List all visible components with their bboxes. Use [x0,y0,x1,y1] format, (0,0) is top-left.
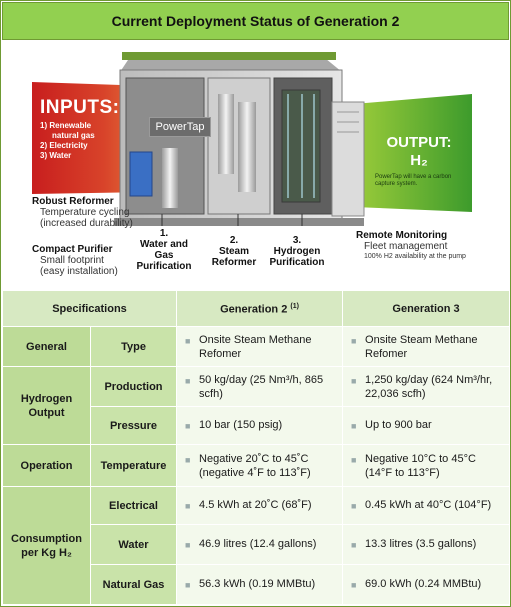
table-row [3,445,510,487]
gen2-natural-gas [177,565,343,605]
gen3-type [343,327,510,367]
input-item: 1) Renewable [40,121,92,130]
cell-text: Up to 900 bar [365,419,432,431]
feature-robust-reformer [32,196,133,229]
bullet-icon: ■ [351,421,357,431]
gen3-temperature [343,445,510,487]
cell-text: Negative 10°C to 45°C (14°F to 113°F) [365,452,476,479]
feature-line: Small footprint [40,255,104,266]
group-hydrogen-output: Hydrogen Output [3,367,91,445]
group-general: General [3,327,91,367]
input-item: 3) Water [40,151,72,160]
gen2-production [177,367,343,407]
cell-text: 69.0 kWh (0.24 MMBtu) [365,578,482,590]
stage-line: Purification [269,257,325,268]
gen3-electrical [343,487,510,525]
feature-heading: Remote Monitoring [356,230,448,241]
bullet-icon: ■ [185,501,191,511]
bullet-icon: ■ [185,580,191,590]
feature-line: (increased durability) [40,218,133,229]
bullet-icon: ■ [351,501,357,511]
output-product: H₂ [410,152,428,169]
bullet-icon: ■ [351,335,357,346]
feature-line: Temperature cycling [40,207,130,218]
input-item: 2) Electricity [40,141,88,150]
gen2-pressure [177,407,343,445]
stage-line: Hydrogen [273,246,321,257]
bullet-icon: ■ [185,375,191,386]
bullet-icon: ■ [185,335,191,346]
input-item: natural gas [52,131,95,140]
feature-compact-purifier [32,244,118,277]
page-title: Current Deployment Status of Generation 2 [2,2,509,40]
stage-number: 1. [159,228,169,239]
table-row [3,367,510,407]
feature-note: 100% H2 availability at the pump [364,253,466,260]
group-consumption: Consumption per Kg H₂ [3,487,91,605]
specifications-table [2,290,510,605]
gen3-production [343,367,510,407]
feature-heading: Robust Reformer [32,196,114,207]
row-label-temperature: Temperature [91,445,177,487]
cell-text: 56.3 kWh (0.19 MMBtu) [199,578,316,590]
cell-text: 46.9 litres (12.4 gallons) [199,538,317,550]
gen3-pressure [343,407,510,445]
gen2-type [177,327,343,367]
bullet-icon: ■ [351,540,357,550]
cell-text: 4.5 kWh at 20˚C (68˚F) [199,499,312,511]
inputs-title: INPUTS: [40,97,120,118]
output-callout [375,134,463,188]
stage-line: Purification [136,261,192,272]
gen2-water [177,525,343,565]
stage-1-label [134,228,194,272]
feature-line: Fleet management [364,241,448,252]
stage-3-label [264,235,330,268]
output-note: PowerTap will have a carbon capture system. [375,174,452,187]
bullet-icon: ■ [351,454,357,465]
gen2-electrical [177,487,343,525]
feature-remote-monitoring [356,230,496,261]
stage-line: Water and [140,239,188,250]
deployment-illustration [2,42,509,290]
row-label-type: Type [91,327,177,367]
bullet-icon: ■ [185,540,191,550]
bullet-icon: ■ [185,454,191,465]
stage-line: Reformer [211,257,257,268]
device-label: PowerTap [149,117,211,137]
row-label-natural-gas: Natural Gas [91,565,177,605]
cell-text: 13.3 litres (3.5 gallons) [365,538,477,550]
header-specifications: Specifications [3,291,177,327]
stage-line: Steam [218,246,249,257]
header-generation-3: Generation 3 [343,291,510,327]
cell-text: Onsite Steam Methane Refomer [365,333,478,360]
cell-text: Onsite Steam Methane Refomer [199,333,312,360]
row-label-electrical: Electrical [91,487,177,525]
stage-number: 3. [292,235,302,246]
bullet-icon: ■ [351,375,357,386]
gen2-temperature [177,445,343,487]
group-operation: Operation [3,445,91,487]
inputs-list [40,121,120,161]
cell-text: 1,250 kg/day (624 Nm³/hr, 22,036 scfh) [365,373,493,400]
bullet-icon: ■ [185,421,191,431]
output-title: OUTPUT: [386,134,452,151]
stage-line: Gas [154,250,174,261]
row-label-water: Water [91,525,177,565]
header-generation-2-label: Generation 2 [220,303,288,316]
table-row [3,327,510,367]
bullet-icon: ■ [351,580,357,590]
table-row [3,487,510,525]
stage-2-label [206,235,262,268]
inputs-callout [40,97,120,161]
header-generation-2-note: (1) [290,303,299,311]
cell-text: 0.45 kWh at 40°C (104°F) [365,499,492,511]
header-generation-2 [177,291,343,327]
gen3-natural-gas [343,565,510,605]
feature-line: (easy installation) [40,266,118,277]
cell-text: Negative 20˚C to 45˚C (negative 4˚F to 113˚F) [199,452,311,479]
row-label-pressure: Pressure [91,407,177,445]
cell-text: 50 kg/day (25 Nm³/h, 865 scfh) [199,373,324,400]
gen3-water [343,525,510,565]
stage-number: 2. [229,235,239,246]
table-header-row [3,291,510,327]
cell-text: 10 bar (150 psig) [199,419,283,431]
row-label-production: Production [91,367,177,407]
feature-heading: Compact Purifier [32,244,113,255]
